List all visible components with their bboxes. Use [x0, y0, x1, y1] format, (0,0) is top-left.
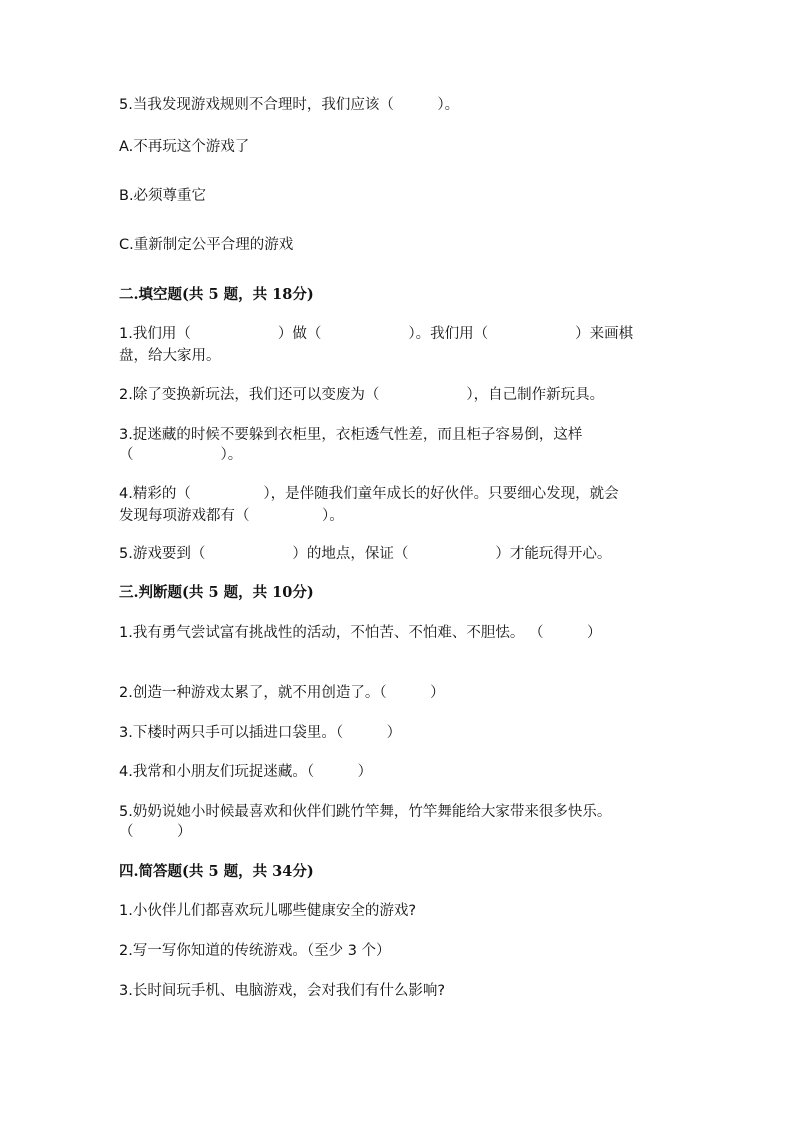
judge-question-3: 3.下楼时两只手可以插进口袋里。（ ） [119, 725, 402, 741]
fill-in-question-3-line-1: 3.捉迷藏的时候不要躲到衣柜里，衣柜透气性差，而且柜子容易倒，这样 [119, 427, 583, 443]
short-answer-heading: 四.简答题(共 5 题，共 34分) [119, 863, 314, 880]
judge-question-5-line-1: 5.奶奶说她小时候最喜欢和伙伴们跳竹竿舞，竹竿舞能给大家带来很多快乐。 [119, 804, 612, 820]
fill-in-question-5: 5.游戏要到（ ）的地点，保证（ ）才能玩得开心。 [119, 546, 612, 562]
fill-in-question-1-line-1: 1.我们用（ ）做（ ）。我们用（ ）来画棋 [119, 326, 634, 342]
choice-option-c: C.重新制定公平合理的游戏 [119, 237, 294, 253]
short-answer-question-2: 2.写一写你知道的传统游戏。（至少 3 个） [119, 943, 391, 959]
fill-in-question-1-line-2: 盘，给大家用。 [119, 348, 221, 364]
fill-in-question-2: 2.除了变换新玩法，我们还可以变废为（ ），自己制作新玩具。 [119, 387, 605, 403]
fill-in-question-4-line-1: 4.精彩的（ ），是伴随我们童年成长的好伙伴。只要细心发现，就会 [119, 486, 619, 502]
fill-in-heading: 二.填空题(共 5 题，共 18分) [119, 286, 314, 303]
choice-option-a: A.不再玩这个游戏了 [119, 139, 250, 155]
fill-in-question-4-line-2: 发现每项游戏都有（ ）。 [119, 508, 344, 524]
judge-question-4: 4.我常和小朋友们玩捉迷藏。（ ） [119, 764, 373, 780]
judge-question-1: 1.我有勇气尝试富有挑战性的活动，不怕苦、不怕难、不胆怯。 （ ） [119, 625, 602, 641]
choice-question-5: 5.当我发现游戏规则不合理时，我们应该（ ）。 [119, 97, 460, 113]
judge-question-5-line-2: （ ） [119, 824, 192, 840]
choice-option-b: B.必须尊重它 [119, 188, 207, 204]
fill-in-question-3-line-2: （ ）。 [119, 447, 243, 463]
short-answer-question-1: 1.小伙伴儿们都喜欢玩儿哪些健康安全的游戏? [119, 903, 417, 919]
short-answer-question-3: 3.长时间玩手机、电脑游戏，会对我们有什么影响? [119, 983, 446, 999]
judge-question-2: 2.创造一种游戏太累了，就不用创造了。（ ） [119, 685, 445, 701]
judge-heading: 三.判断题(共 5 题，共 10分) [119, 584, 314, 601]
